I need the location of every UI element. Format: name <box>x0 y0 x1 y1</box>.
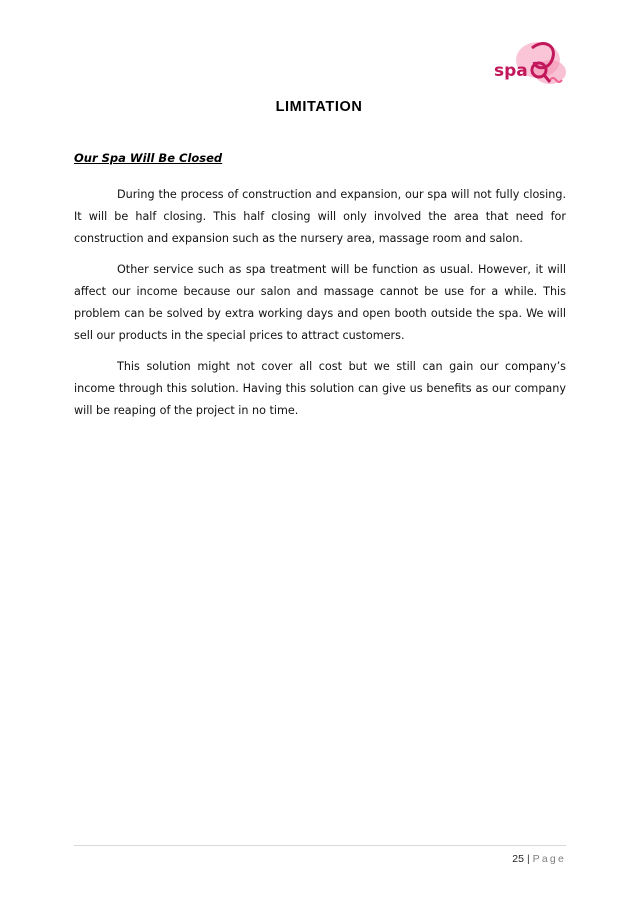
page-heading: LIMITATION <box>275 99 363 115</box>
page-footer <box>512 853 566 865</box>
logo-text: spa <box>494 61 528 81</box>
page-label: Page <box>532 853 566 865</box>
body-text <box>74 184 566 431</box>
paragraph: Other service such as spa treatment will be function as usual. However, it will affect our income because our salon and massage cannot be use for a while. This problem can be solved by extra working days and open booth outside the spa. We will sell our products in the special prices to attract customers. <box>74 263 566 342</box>
page-number: 25 <box>512 853 524 865</box>
footer-divider <box>74 845 566 846</box>
paragraph: This solution might not cover all cost but we still can gain our company’s income through this solution. Having this solution can give us benefits as our company will be reaping of the project in no time. <box>74 360 566 417</box>
footer-separator: | <box>526 853 530 865</box>
section-title: Our Spa Will Be Closed <box>74 151 223 165</box>
paragraph: During the process of construction and expansion, our spa will not fully closing. It will be half closing. This half closing will only involved the area that need for construction and expansion such as the nursery area, massage room and salon. <box>74 188 566 245</box>
spa-logo-icon <box>492 36 570 94</box>
company-logo <box>492 36 570 94</box>
